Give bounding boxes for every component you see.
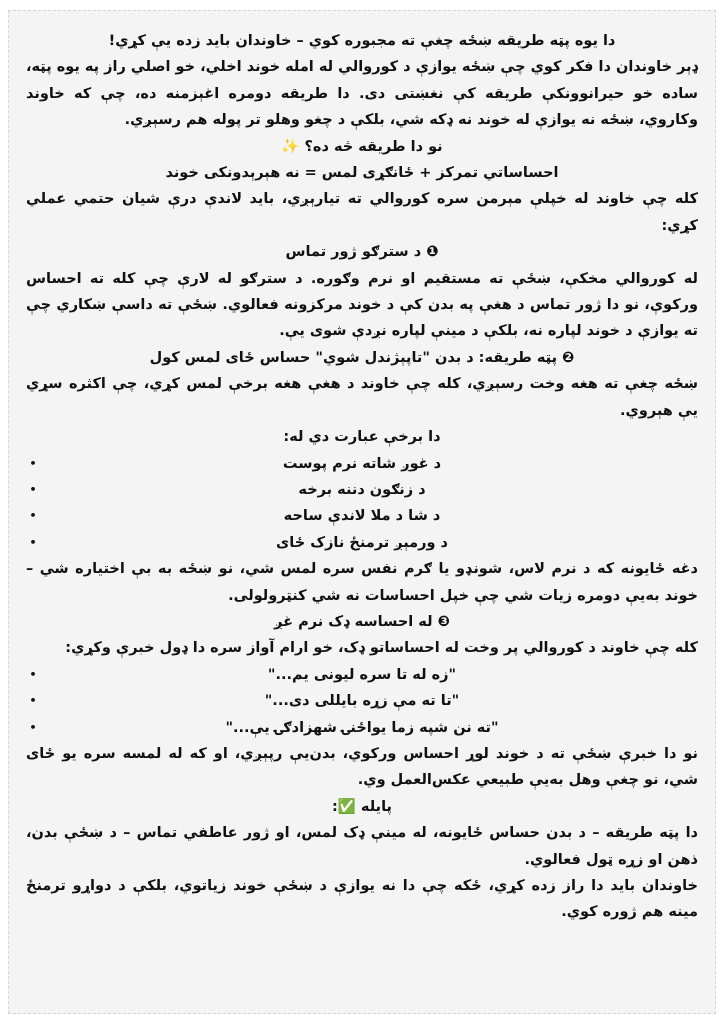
- list-item-text: د زنګون دننه برخه: [298, 481, 426, 498]
- list-item-text: "ته نن شپه زما یواځنۍ شهزادګۍ یې...": [225, 719, 499, 736]
- list-item-text: د شا د ملا لاندې ساحه: [283, 508, 441, 525]
- section3-body: کله چې خاوند د کوروالي پر وخت له احساساتو ډک، خو ارام آواز سره دا ډول خبرې وکړي:: [65, 640, 698, 657]
- section3-heading: ❸ له احساسه ډک نرم غږ: [274, 613, 450, 630]
- intro-paragraph: ډېر خاوندان دا فکر کوي چې ښځه یوازې د کوروالي له امله خوند اخلي، خو اصلي راز په یوه پټه، ساده خو حیرانوونکې طریقه کې نغښتی دی. دا طریقه دومره اغېزمنه ده، چې که خاوند وکاروي، ښځه نه یوازې له خوند نه ډکه شي، بلکې د چغو وهلو تر پوله هم رسېږي.: [26, 59, 698, 129]
- result-body-2: خاوندان باید دا راز زده کړي، ځکه چې دا نه یوازې د ښځې خوند زیاتوي، بلکې د دواړو ترمنځ مینه هم ژوره کوي.: [26, 878, 698, 921]
- article: [26, 28, 698, 926]
- section2-heading: ❷ پټه طریقه: د بدن "تاپېژندل شوي" حساس ځای لمس کول: [149, 349, 575, 366]
- sensitive-areas-list: [26, 451, 698, 557]
- section1-body: له کوروالي مخکې، ښځې ته مستقیم او نرم وګوره. د سترګو له لارې چې کله ته احساس ورکوې، نو دا ژور تماس د هغې په بدن کې د خوند مرکزونه فعالوي. ښځې ته داسې ښکاري چې ته یوازې د خوند لپاره نه، بلکې د مینې لپاره نږدې شوی یې.: [26, 270, 698, 340]
- section2-after-list: دغه ځایونه که د نرم لاس، شونډو یا ګرم نفس سره لمس شي، نو ښځه به بې اختیاره شي – خوند به‌یې دومره زیات شي چې خپل احساسات نه شي کنټرولولی.: [26, 561, 698, 604]
- list-item-text: د ورمېږ ترمنځ نازک ځای: [276, 534, 448, 551]
- question-heading: نو دا طریقه څه ده؟ ✨: [281, 138, 443, 155]
- result-body-1: دا پټه طریقه – د بدن حساس ځایونه، له مینې ډک لمس، او ژور عاطفي تماس – د ښځې بدن، ذهن او زړه ټول فعالوي.: [26, 825, 698, 868]
- list-item-text: "تا ته مې زړه بایللی دی...": [264, 693, 460, 710]
- list-item: [26, 715, 698, 741]
- result-heading: پایله ✅:: [332, 798, 392, 815]
- formula-line: احساساتي تمرکز + ځانګړی لمس = نه هېرېدونکی خوند: [165, 165, 559, 182]
- section3-after-list: نو دا خبرې ښځې ته د خوند لوړ احساس ورکوي، بدن‌یې رپېږي، او که له لمسه سره یو ځای شي، نو چغې وهل به‌یې طبیعي عکس‌العمل وي.: [26, 745, 698, 789]
- article-title: دا یوه پټه طریقه ښځه چغې ته مجبوره کوي – خاوندان باید زده یې کړي!: [108, 33, 616, 49]
- bullet-icon: •: [29, 509, 37, 523]
- list-item-text: د غوږ شاته نرم پوست: [282, 455, 442, 472]
- bullet-icon: •: [29, 667, 37, 681]
- phrases-list: [26, 662, 698, 741]
- section1-heading: ❶ د سترګو ژور تماس: [285, 244, 439, 261]
- section2-list-intro: دا برخې عبارت دي له:: [283, 429, 441, 446]
- list-item: [26, 503, 698, 529]
- list-item: [26, 688, 698, 714]
- list-item: [26, 477, 698, 503]
- bullet-icon: •: [29, 535, 37, 549]
- section2-body: ښځه چغې ته هغه وخت رسېږي، کله چې خاوند د هغې هغه برخې لمس کړي، چې اکثره سړي یې هېروي.: [26, 376, 698, 419]
- bullet-icon: •: [29, 456, 37, 470]
- lead-in-paragraph: کله چې خاوند له خپلې مېرمن سره کوروالي ته تیارېږي، باید لاندې درې شیان حتمي عملي کړي:: [26, 191, 698, 234]
- list-item: [26, 662, 698, 688]
- bullet-icon: •: [29, 482, 37, 496]
- bullet-icon: •: [29, 720, 37, 734]
- list-item: [26, 451, 698, 477]
- list-item-text: "زه له تا سره لیونی یم...": [267, 666, 457, 683]
- list-item: [26, 530, 698, 556]
- bullet-icon: •: [29, 694, 37, 708]
